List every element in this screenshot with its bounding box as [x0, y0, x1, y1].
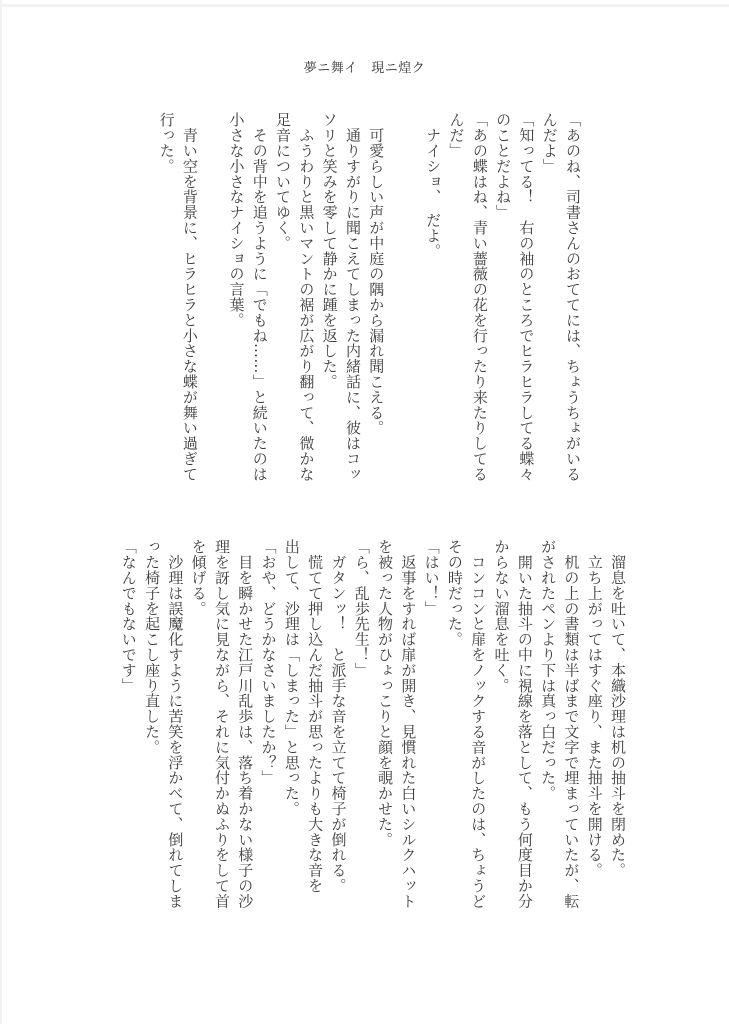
lower-text-block	[116, 539, 629, 909]
upper-text-block	[154, 112, 584, 482]
text-line: ガタンッ！ と派手な音を立てて椅子が倒れる。	[329, 539, 348, 894]
text-line: 「あのね、司書さんのおててには、ちょうちょがいる	[564, 112, 582, 482]
text-line: 慌てて押し込んだ抽斗が思ったよりも大きな音を	[306, 539, 325, 894]
text-line: からない溜息を吐く。	[492, 539, 511, 693]
text-line: がされたペンより下は真っ白だった。	[539, 539, 558, 801]
text-line: 沙理は誤魔化すように苦笑を浮かべて、倒れてしま	[166, 539, 185, 909]
text-line: 小さな小さなナイショの言葉。	[227, 112, 246, 328]
text-line: 足音についてゆく。	[274, 112, 293, 251]
text-line: 開いた抽斗の中に視線を落として、もう何度目か分	[515, 539, 534, 909]
blank-line	[201, 112, 224, 482]
text-line: 青い空を背景に、ヒラヒラと小さな蝶が舞い過ぎて	[180, 112, 199, 482]
page-edge-left	[0, 0, 2, 1024]
text-line: を被った人物がひょっこりと顔を覗かせた。	[376, 539, 395, 847]
text-line: 行った。	[157, 112, 176, 174]
text-line: 溜息を吐いて、本織沙理は机の抽斗を閉めた。	[609, 539, 627, 878]
text-line: 出して、沙理は「しまった」と思った。	[282, 539, 301, 817]
text-line: その時だった。	[445, 539, 464, 647]
text-line: 「あの蝶はね、青い薔薇の花を行ったり来たりしてる	[470, 112, 489, 482]
text-line: 「知ってる！ 右の袖のところでヒラヒラしてる蝶々	[517, 112, 536, 482]
text-line: 返事をすれば扉が開き、見慣れた白いシルクハット	[399, 539, 418, 909]
text-line: んだ」	[447, 112, 466, 159]
text-line: 目を瞬かせた江戸川乱歩は、落ち着かない様子の沙	[236, 539, 255, 909]
text-line: ナイショ、 だよ。	[424, 112, 443, 259]
text-line: を傾げる。	[189, 539, 208, 616]
text-line: 理を訝し気に見ながら、それに気付かぬふりをして首	[212, 539, 231, 909]
blank-line	[387, 112, 421, 482]
text-line: 「ら、乱歩先生！」	[352, 539, 371, 678]
text-line: 通りすがりに聞こえてしまった内緒話に、彼はコッ	[343, 112, 362, 482]
text-line: 「はい！」	[422, 539, 441, 616]
text-line: 可愛らしい声が中庭の隅から漏れ聞こえる。	[367, 112, 386, 436]
document-title: 夢ニ舞イ 現ニ煌ク	[303, 61, 426, 76]
text-line: 「おや、どうかなさいましたか？」	[259, 539, 278, 786]
text-line: その背中を追うように「でもね……」と続いたのは	[250, 112, 269, 482]
text-line: んだよ」	[540, 112, 559, 174]
text-line: ふうわりと黒いマントの裾が広がり翻って、微かな	[297, 112, 316, 482]
page-edge-top	[0, 4, 729, 7]
text-line: のことだよね」	[494, 112, 513, 220]
text-line: 机の上の書類は半ばまで文字で埋まっていたが、転	[562, 539, 581, 909]
text-line: ソリと笑みを零して静かに踵を返した。	[320, 112, 339, 390]
text-line: コンコンと扉をノックする音がしたのは、ちょうど	[469, 539, 488, 909]
text-line: 立ち上がってはすぐ座り、また抽斗を開ける。	[585, 539, 604, 878]
text-line: 「なんでもないです」	[119, 539, 138, 693]
text-line: った椅子を起こし座り直した。	[143, 539, 162, 755]
